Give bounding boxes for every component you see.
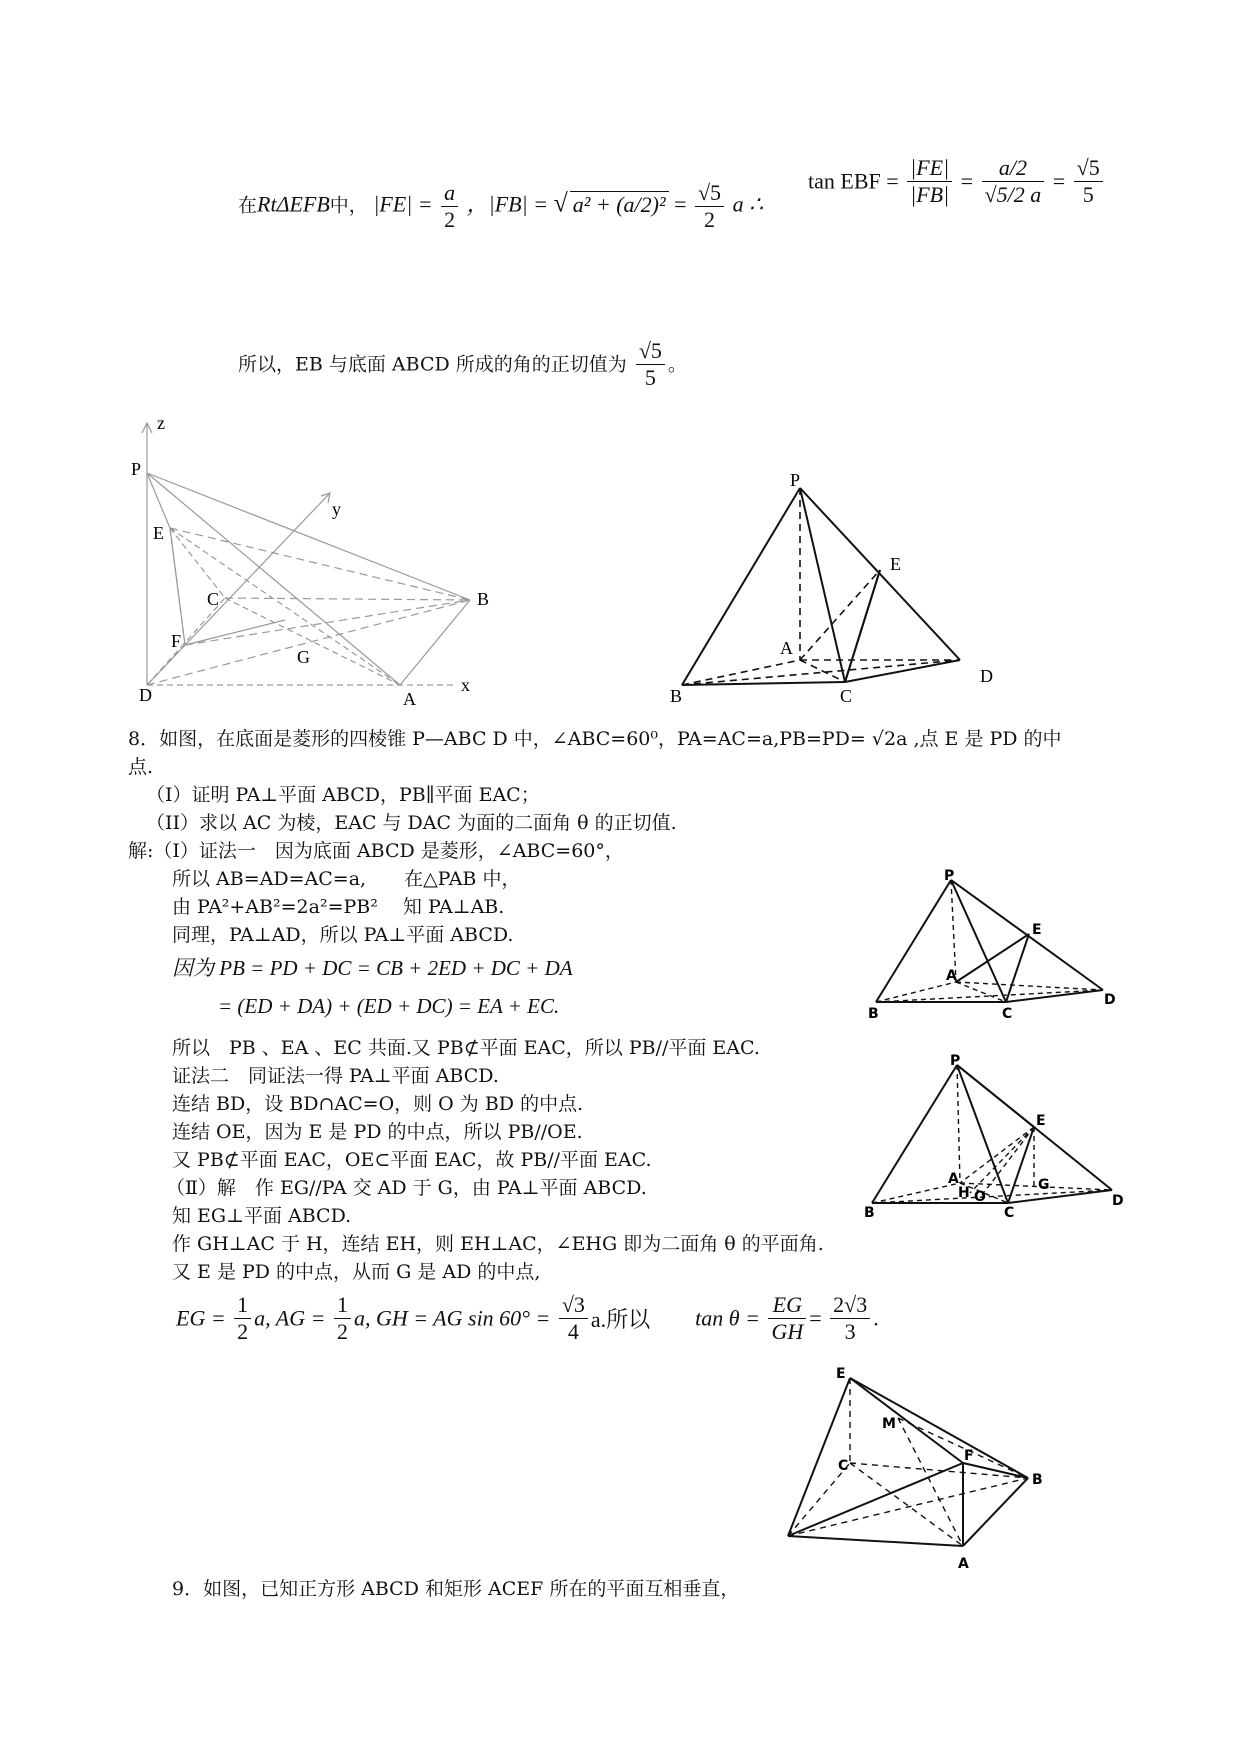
triangle-name: RtΔEFB <box>257 191 330 217</box>
fe-fraction <box>441 180 458 233</box>
solution-line13: 知 EG⊥平面 ABCD. <box>172 1205 352 1227</box>
tan-theta-res-den: 3 <box>844 1319 856 1344</box>
eg-half-num: 1 <box>234 1292 251 1319</box>
solution-line8: 证法二 同证法一得 PA⊥平面 ABCD. <box>172 1065 499 1087</box>
tan-label: tan EBF = <box>808 168 899 194</box>
label-p: P <box>131 459 142 479</box>
label-y: y <box>332 499 341 519</box>
label-z: z <box>157 413 165 433</box>
label-e: E <box>1036 1113 1046 1129</box>
solution-vector-line1: 因为 PB = PD + DC = CB + 2ED + DC + DA <box>172 956 573 980</box>
ag-half-den: 2 <box>336 1319 348 1344</box>
text-mid: 中， <box>329 194 368 217</box>
fe-num: a <box>441 180 458 207</box>
fe-den: 2 <box>444 207 456 232</box>
solution-line1: 解:（Ⅰ）证法一 因为底面 ABCD 是菱形，∠ABC=60°， <box>128 840 624 862</box>
label-e: E <box>890 554 901 574</box>
label-b: B <box>477 589 490 609</box>
problem8-stem-line1: 8．如图，在底面是菱形的四棱锥 P—ABC D 中，∠ABC=60⁰，PA=AC=a,PB=PD= √2a ,点 E 是 PD 的中 <box>128 728 1062 750</box>
label-e: E <box>1032 922 1042 938</box>
conclusion-fraction <box>636 338 665 391</box>
label-x: x <box>461 675 470 695</box>
label-b: B <box>868 1006 879 1022</box>
solution-line9: 连结 BD，设 BD∩AC=O，则 O 为 BD 的中点. <box>172 1093 584 1115</box>
label-d: D <box>980 666 993 686</box>
tan-theta-den: GH <box>771 1319 804 1344</box>
text-prefix: 在 <box>238 194 258 217</box>
ag-half <box>334 1292 351 1345</box>
problem8-question1: （I）证明 PA⊥平面 ABCD，PB∥平面 EAC； <box>146 784 540 806</box>
label-a: A <box>958 1556 969 1572</box>
label-h: H <box>958 1185 970 1201</box>
gh-label: a, GH = AG sin 60° = <box>353 1305 551 1331</box>
formula-rt-efb: 在RtΔEFB中， |FE| = $\frac{a}{2}$ ，|FB| = √ a² + (a/2)² = $\frac{√5}{2}$ a ∴ <box>238 180 764 232</box>
solution-line10: 连结 OE，因为 E 是 PD 的中点，所以 PB//OE. <box>172 1121 583 1143</box>
tan-result-fraction <box>1074 155 1103 208</box>
label-p: P <box>944 868 955 884</box>
label-c: C <box>1004 1205 1015 1221</box>
label-d: D <box>1104 992 1116 1008</box>
equals: = <box>809 1305 822 1331</box>
solution-line3: 由 PA²+AB²=2a²=PB² 知 PA⊥AB. <box>172 896 505 918</box>
so-text: a.所以 <box>590 1307 651 1332</box>
solution-line12: （Ⅱ）解 作 EG//PA 交 AD 于 G，由 PA⊥平面 ABCD. <box>166 1177 647 1199</box>
label-b: B <box>670 686 683 706</box>
label-a: A <box>403 689 416 709</box>
figure-pyramid-pabcd <box>670 470 1010 706</box>
solution-line15: 又 E 是 PD 的中点，从而 G 是 AD 的中点, <box>172 1261 541 1283</box>
formula-tan-ebf: tan EBF = $\frac{|FE|}{|FB|}$ = $\frac{a/2}{√5/2 a}$ = $\frac{√5}{5}$ <box>808 155 1106 208</box>
fb-res-suffix: a ∴ <box>732 191 764 217</box>
solution-line2: 所以 AB=AD=AC=a, 在△PAB 中， <box>172 868 521 890</box>
gh-fraction <box>559 1292 588 1345</box>
tan-den: |FB| <box>910 182 950 207</box>
tan-eq2-fraction <box>982 155 1045 208</box>
tan-theta-result <box>830 1292 870 1345</box>
label-f: F <box>171 631 182 651</box>
conclusion-line <box>238 338 687 391</box>
label-f: F <box>964 1448 974 1464</box>
label-d: D <box>139 685 152 705</box>
formula-eg-gh <box>176 1292 879 1345</box>
label-b: B <box>864 1205 875 1221</box>
tan-num: |FE| <box>907 155 952 182</box>
label-c: C <box>840 686 853 706</box>
tan-theta-num: EG <box>768 1292 806 1319</box>
label-a: A <box>780 638 793 658</box>
eg-half-den: 2 <box>237 1319 249 1344</box>
solution-line4: 同理，PA⊥AD，所以 PA⊥平面 ABCD. <box>172 924 514 946</box>
ag-half-num: 1 <box>334 1292 351 1319</box>
gh-num: √3 <box>559 1292 588 1319</box>
conclusion-end: 。 <box>667 353 687 376</box>
label-c: C <box>1002 1006 1013 1022</box>
tan-theta-fraction <box>768 1292 806 1345</box>
figure-coordinate-pyramid <box>125 413 605 709</box>
tan-theta-res-num: 2√3 <box>830 1292 870 1319</box>
problem9-stem: 9．如图，已知正方形 ABCD 和矩形 ACEF 所在的平面互相垂直， <box>172 1578 740 1600</box>
tan-eq2-num: a/2 <box>982 155 1045 182</box>
fb-res-num: √5 <box>695 180 724 207</box>
gh-den: 4 <box>567 1319 579 1344</box>
label-e: E <box>836 1366 846 1382</box>
figure-9 <box>778 1368 1058 1578</box>
conclusion-den: 5 <box>644 365 656 390</box>
eg-label: EG = <box>176 1305 226 1331</box>
fe-length: |FE| = <box>373 191 433 217</box>
fb-res-den: 2 <box>704 207 716 232</box>
label-o: O <box>974 1189 986 1205</box>
label-b: B <box>1032 1472 1043 1488</box>
solution-vector-line2: = (ED + DA) + (ED + DC) = EA + EC. <box>218 994 560 1018</box>
ag-label: a, AG = <box>254 1305 326 1331</box>
solution-line14: 作 GH⊥AC 于 H，连结 EH，则 EH⊥AC，∠EHG 即为二面角 θ 的平面角. <box>172 1233 824 1255</box>
solution-line11: 又 PB⊄平面 EAC，OE⊂平面 EAC，故 PB//平面 EAC. <box>172 1149 652 1171</box>
fb-length: ，|FB| = <box>466 191 548 217</box>
label-p: P <box>950 1053 961 1069</box>
label-c: C <box>207 589 220 609</box>
tan-fraction <box>907 155 952 208</box>
label-a: A <box>948 1171 959 1187</box>
label-g: G <box>1038 1177 1050 1193</box>
label-e: E <box>153 523 164 543</box>
figure-8a <box>866 870 1116 1020</box>
tan-theta-label: tan θ = <box>695 1305 760 1331</box>
fb-sqrt: a² + (a/2)² <box>570 191 669 218</box>
label-p: P <box>790 470 801 490</box>
period: . <box>873 1305 879 1331</box>
label-d: D <box>1112 1193 1124 1209</box>
fb-result-fraction <box>695 180 724 233</box>
conclusion-num: √5 <box>636 338 665 365</box>
eg-half <box>234 1292 251 1345</box>
conclusion-text: 所以，EB 与底面 ABCD 所成的角的正切值为 <box>238 353 627 376</box>
problem8-question2: （II）求以 AC 为棱，EAC 与 DAC 为面的二面角 θ 的正切值. <box>146 812 677 834</box>
label-g: G <box>297 647 310 667</box>
label-a: A <box>946 968 957 984</box>
tan-res-num: √5 <box>1074 155 1103 182</box>
label-m: M <box>882 1416 896 1432</box>
solution-line7: 所以 PB 、EA 、EC 共面.又 PB⊄平面 EAC，所以 PB//平面 EAC. <box>172 1037 760 1059</box>
label-c: C <box>838 1458 849 1474</box>
tan-eq2-den: √5/2 a <box>984 182 1042 207</box>
tan-res-den: 5 <box>1082 182 1094 207</box>
figure-8b <box>862 1053 1124 1221</box>
problem8-stem-line2: 点. <box>128 756 154 778</box>
